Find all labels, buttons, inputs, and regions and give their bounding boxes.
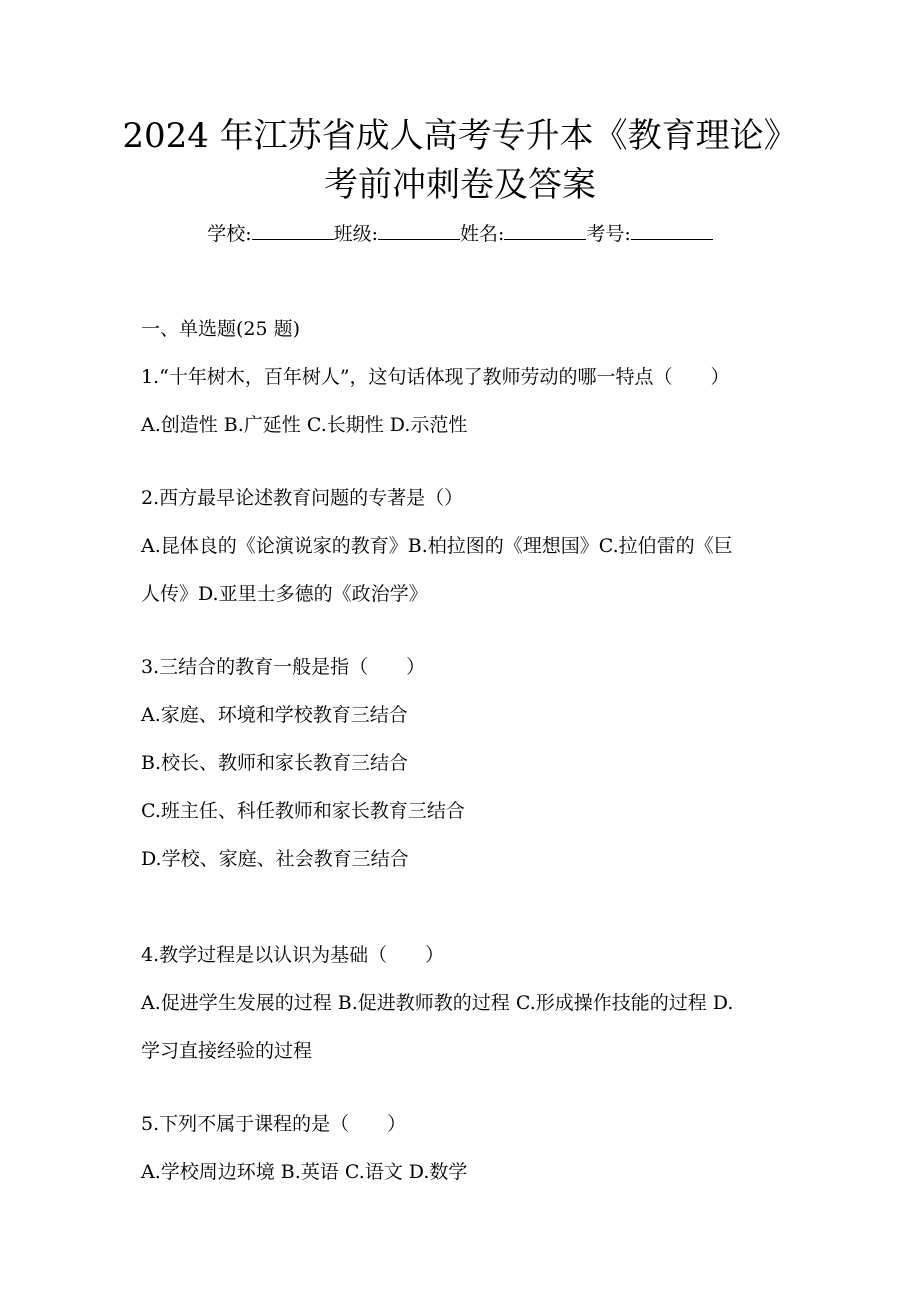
question-5-stem: 5.下列不属于课程的是（ ）	[141, 1113, 407, 1135]
question-1-stem: 1.“十年树木，百年树人”，这句话体现了教师劳动的哪一特点（ ）	[141, 366, 730, 388]
name-label: 姓名:	[460, 223, 505, 245]
exam-number-blank	[631, 221, 713, 240]
question-3-option-c: C.班主任、科任教师和家长教育三结合	[141, 800, 465, 822]
school-label: 学校:	[207, 223, 252, 245]
question-1-option-line: A.创造性 B.广延性 C.长期性 D.示范性	[141, 414, 468, 436]
document-title-line-2: 考前冲刺卷及答案	[324, 165, 596, 205]
school-blank	[252, 221, 334, 240]
section-heading: 一、单选题(25 题)	[141, 318, 301, 340]
name-blank	[504, 221, 586, 240]
student-info-line	[0, 220, 920, 248]
question-4-option-line: 学习直接经验的过程	[141, 1040, 313, 1062]
document-title-line-1: 2024 年江苏省成人高考专升本《教育理论》	[122, 116, 798, 156]
question-2-option-line: A.昆体良的《论演说家的教育》B.柏拉图的《理想国》C.拉伯雷的《巨	[141, 535, 733, 557]
question-3-option-d: D.学校、家庭、社会教育三结合	[141, 848, 409, 870]
question-5-option-line: A.学校周边环境 B.英语 C.语文 D.数学	[141, 1161, 468, 1183]
question-3-stem: 3.三结合的教育一般是指（ ）	[141, 656, 426, 678]
question-2-option-line: 人传》D.亚里士多德的《政治学》	[141, 583, 428, 605]
question-4-stem: 4.教学过程是以认识为基础（ ）	[141, 944, 445, 966]
question-2-stem: 2.西方最早论述教育问题的专著是（）	[141, 487, 464, 509]
class-label: 班级:	[333, 223, 378, 245]
question-3-option-a: A.家庭、环境和学校教育三结合	[141, 704, 408, 726]
class-blank	[378, 221, 460, 240]
exam-number-label: 考号:	[586, 223, 631, 245]
question-3-option-b: B.校长、教师和家长教育三结合	[141, 752, 409, 774]
question-4-option-line: A.促进学生发展的过程 B.促进教师教的过程 C.形成操作技能的过程 D.	[141, 992, 734, 1014]
